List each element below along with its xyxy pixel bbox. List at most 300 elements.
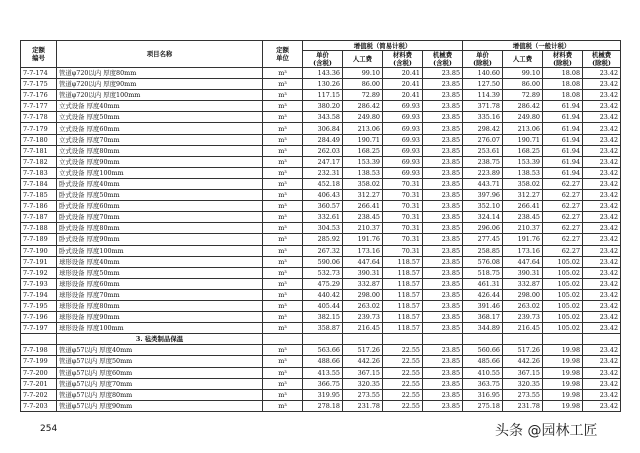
cell-simple-price: 360.57 [303, 201, 343, 212]
cell-simple-material: 20.41 [383, 90, 423, 101]
cell-general-price: 238.75 [463, 156, 503, 167]
cell-name: 管道φ720以内 厚度100mm [57, 90, 263, 101]
cell-general-material: 105.02 [543, 312, 583, 323]
table-row [21, 112, 621, 123]
cell-code: 7-7-186 [21, 201, 57, 212]
cell-general-labor [503, 334, 543, 345]
cell-simple-machine: 23.85 [423, 167, 463, 178]
cell-unit: m³ [263, 123, 303, 134]
cell-unit: m³ [263, 68, 303, 79]
cell-general-machine: 23.42 [583, 278, 621, 289]
cell-simple-machine: 23.85 [423, 79, 463, 90]
cell-general-price: 276.07 [463, 134, 503, 145]
cell-simple-price: 406.43 [303, 190, 343, 201]
cell-simple-machine: 23.85 [423, 68, 463, 79]
cell-general-material: 105.02 [543, 289, 583, 300]
cell-unit [263, 334, 303, 345]
cell-general-material: 105.02 [543, 256, 583, 267]
table-row [21, 300, 621, 311]
cell-general-material: 105.02 [543, 278, 583, 289]
cell-unit: m³ [263, 212, 303, 223]
cell-general-machine: 23.42 [583, 289, 621, 300]
cell-simple-material: 70.31 [383, 178, 423, 189]
cell-general-material: 61.94 [543, 156, 583, 167]
cell-general-labor: 168.25 [503, 145, 543, 156]
cell-simple-machine: 23.85 [423, 156, 463, 167]
table-row [21, 79, 621, 90]
cell-simple-labor: 447.64 [343, 256, 383, 267]
cell-unit: m³ [263, 389, 303, 400]
cell-simple-price: 413.55 [303, 367, 343, 378]
cell-general-machine: 23.42 [583, 300, 621, 311]
cell-simple-material: 69.93 [383, 167, 423, 178]
cell-unit: m³ [263, 234, 303, 245]
cell-code: 7-7-175 [21, 79, 57, 90]
table-row [21, 145, 621, 156]
cell-name: 球形设备 厚度60mm [57, 278, 263, 289]
cell-unit: m³ [263, 145, 303, 156]
table-row [21, 256, 621, 267]
cell-general-labor: 238.45 [503, 212, 543, 223]
cell-code: 7-7-194 [21, 289, 57, 300]
cell-general-labor: 312.27 [503, 190, 543, 201]
cell-simple-machine: 23.85 [423, 101, 463, 112]
cell-general-price: 277.45 [463, 234, 503, 245]
cell-general-machine: 23.42 [583, 134, 621, 145]
cell-general-labor: 367.15 [503, 367, 543, 378]
cell-general-machine: 23.42 [583, 201, 621, 212]
cell-general-labor: 332.87 [503, 278, 543, 289]
cell-simple-labor: 249.80 [343, 112, 383, 123]
header-simple-material: 材料费 (含税) [383, 51, 423, 68]
cell-general-machine: 23.42 [583, 367, 621, 378]
cell-unit: m³ [263, 223, 303, 234]
cell-simple-labor: 312.27 [343, 190, 383, 201]
cell-general-price: 324.14 [463, 212, 503, 223]
cell-simple-labor: 238.45 [343, 212, 383, 223]
cell-simple-material: 22.55 [383, 345, 423, 356]
cell-general-material: 19.98 [543, 367, 583, 378]
table-row [21, 123, 621, 134]
cell-general-labor: 358.02 [503, 178, 543, 189]
cell-unit: m³ [263, 300, 303, 311]
section-row [21, 334, 621, 345]
cell-general-price: 371.78 [463, 101, 503, 112]
cell-code: 7-7-179 [21, 123, 57, 134]
cell-simple-material: 70.31 [383, 223, 423, 234]
cell-general-labor: 138.53 [503, 167, 543, 178]
cell-simple-material: 20.41 [383, 79, 423, 90]
cell-simple-machine: 23.85 [423, 267, 463, 278]
cell-simple-material: 70.31 [383, 201, 423, 212]
cell-name: 卧式设备 厚度100mm [57, 245, 263, 256]
cell-general-material: 62.27 [543, 178, 583, 189]
cell-name: 卧式设备 厚度60mm [57, 201, 263, 212]
cell-general-material: 105.02 [543, 267, 583, 278]
cell-simple-price: 278.18 [303, 400, 343, 411]
cell-name: 立式设备 厚度90mm [57, 156, 263, 167]
cell-simple-machine: 23.85 [423, 234, 463, 245]
cell-simple-price: 284.49 [303, 134, 343, 145]
cell-simple-material: 22.55 [383, 367, 423, 378]
cell-code: 7-7-178 [21, 112, 57, 123]
cell-general-machine: 23.42 [583, 79, 621, 90]
cell-simple-price: 488.66 [303, 356, 343, 367]
cell-code: 7-7-201 [21, 378, 57, 389]
cell-general-labor: 213.06 [503, 123, 543, 134]
cell-unit: m³ [263, 312, 303, 323]
cell-unit: m³ [263, 101, 303, 112]
cell-general-material: 61.94 [543, 145, 583, 156]
cell-general-labor: 447.64 [503, 256, 543, 267]
cell-simple-material: 118.57 [383, 278, 423, 289]
cell-general-price: 316.95 [463, 389, 503, 400]
table-row [21, 212, 621, 223]
cell-unit: m³ [263, 323, 303, 334]
cell-code: 7-7-195 [21, 300, 57, 311]
cell-general-machine: 23.42 [583, 323, 621, 334]
cell-general-material: 61.94 [543, 112, 583, 123]
cell-simple-machine: 23.85 [423, 323, 463, 334]
cell-simple-material: 69.93 [383, 145, 423, 156]
cell-code: 7-7-181 [21, 145, 57, 156]
cell-general-machine: 23.42 [583, 245, 621, 256]
cell-simple-price: 117.15 [303, 90, 343, 101]
cell-general-machine: 23.42 [583, 178, 621, 189]
cell-code: 7-7-184 [21, 178, 57, 189]
cell-unit: m³ [263, 190, 303, 201]
table-row [21, 378, 621, 389]
header-name: 项目名称 [57, 41, 263, 68]
cell-simple-material: 118.57 [383, 323, 423, 334]
cell-general-price: 368.17 [463, 312, 503, 323]
cell-general-material: 19.98 [543, 345, 583, 356]
cell-general-machine: 23.42 [583, 145, 621, 156]
cell-name: 立式设备 厚度80mm [57, 145, 263, 156]
cell-simple-machine: 23.85 [423, 389, 463, 400]
cell-code: 7-7-200 [21, 367, 57, 378]
cell-general-labor: 231.78 [503, 400, 543, 411]
cell-general-machine: 23.42 [583, 90, 621, 101]
cell-code: 7-7-197 [21, 323, 57, 334]
cell-simple-material: 118.57 [383, 267, 423, 278]
cell-name: 立式设备 厚度40mm [57, 101, 263, 112]
cell-general-labor: 190.71 [503, 134, 543, 145]
cell-unit: m³ [263, 267, 303, 278]
table-row [21, 156, 621, 167]
cell-simple-machine: 23.85 [423, 300, 463, 311]
cell-name: 管道φ57以内 厚度70mm [57, 378, 263, 389]
table-row [21, 389, 621, 400]
cell-general-price: 397.96 [463, 190, 503, 201]
cell-general-labor: 210.37 [503, 223, 543, 234]
cell-name: 管道φ57以内 厚度50mm [57, 356, 263, 367]
cell-general-price: 140.60 [463, 68, 503, 79]
cell-general-labor: 286.42 [503, 101, 543, 112]
cell-general-price: 223.89 [463, 167, 503, 178]
table-row [21, 323, 621, 334]
cell-code: 7-7-183 [21, 167, 57, 178]
cell-simple-machine: 23.85 [423, 278, 463, 289]
cell-unit: m³ [263, 156, 303, 167]
cell-name: 球形设备 厚度100mm [57, 323, 263, 334]
cell-simple-machine: 23.85 [423, 212, 463, 223]
cell-simple-material: 118.57 [383, 256, 423, 267]
cell-simple-machine [423, 334, 463, 345]
cell-general-machine: 23.42 [583, 234, 621, 245]
cell-simple-labor: 231.78 [343, 400, 383, 411]
cell-simple-price: 247.17 [303, 156, 343, 167]
cell-general-machine: 23.42 [583, 378, 621, 389]
cell-name: 管道φ57以内 厚度90mm [57, 400, 263, 411]
cell-unit: m³ [263, 400, 303, 411]
cell-general-material: 62.27 [543, 223, 583, 234]
cell-general-labor: 442.26 [503, 356, 543, 367]
cell-simple-price: 285.92 [303, 234, 343, 245]
cell-simple-machine: 23.85 [423, 134, 463, 145]
cell-simple-material: 69.93 [383, 112, 423, 123]
cell-unit: m³ [263, 167, 303, 178]
cell-simple-machine: 23.85 [423, 400, 463, 411]
cell-general-material: 18.08 [543, 68, 583, 79]
cell-general-machine: 23.42 [583, 267, 621, 278]
cell-simple-price: 304.53 [303, 223, 343, 234]
cell-name: 立式设备 厚度50mm [57, 112, 263, 123]
cell-unit: m³ [263, 90, 303, 101]
table-row [21, 234, 621, 245]
cell-name: 球形设备 厚度70mm [57, 289, 263, 300]
cell-general-material: 19.98 [543, 378, 583, 389]
header-unit: 定额 单位 [263, 41, 303, 68]
cell-general-labor: 72.89 [503, 90, 543, 101]
cell-unit: m³ [263, 245, 303, 256]
cell-general-machine: 23.42 [583, 356, 621, 367]
cell-code: 7-7-199 [21, 356, 57, 367]
cell-simple-material: 118.57 [383, 289, 423, 300]
cell-simple-price: 306.84 [303, 123, 343, 134]
cell-general-price: 461.31 [463, 278, 503, 289]
cell-simple-labor [343, 334, 383, 345]
cell-unit: m³ [263, 345, 303, 356]
cell-simple-price: 332.61 [303, 212, 343, 223]
cell-simple-price: 590.06 [303, 256, 343, 267]
header-simple-labor: 人工费 [343, 51, 383, 68]
cell-simple-labor: 273.55 [343, 389, 383, 400]
cell-general-machine: 23.42 [583, 345, 621, 356]
cell-name: 管道φ720以内 厚度80mm [57, 68, 263, 79]
cell-simple-material: 69.93 [383, 156, 423, 167]
cell-general-material [543, 334, 583, 345]
cell-simple-machine: 23.85 [423, 90, 463, 101]
cell-unit: m³ [263, 201, 303, 212]
cell-simple-material: 70.31 [383, 212, 423, 223]
cell-simple-labor: 72.89 [343, 90, 383, 101]
cell-simple-material: 69.93 [383, 123, 423, 134]
cell-general-material: 61.94 [543, 134, 583, 145]
cell-general-material: 61.94 [543, 123, 583, 134]
cell-name: 立式设备 厚度60mm [57, 123, 263, 134]
cell-code: 7-7-174 [21, 68, 57, 79]
cell-code: 7-7-198 [21, 345, 57, 356]
cell-general-price: 127.50 [463, 79, 503, 90]
cell-simple-material: 22.55 [383, 400, 423, 411]
cell-name: 卧式设备 厚度90mm [57, 234, 263, 245]
cell-general-labor: 273.55 [503, 389, 543, 400]
cell-general-material: 18.08 [543, 79, 583, 90]
cell-general-price: 443.71 [463, 178, 503, 189]
cell-simple-machine: 23.85 [423, 367, 463, 378]
cell-general-labor: 517.26 [503, 345, 543, 356]
cell-code: 7-7-188 [21, 223, 57, 234]
cell-simple-price: 366.75 [303, 378, 343, 389]
cell-general-price [463, 334, 503, 345]
cell-name: 管道φ57以内 厚度60mm [57, 367, 263, 378]
cell-simple-labor: 517.26 [343, 345, 383, 356]
cell-general-price: 298.42 [463, 123, 503, 134]
cell-simple-machine: 23.85 [423, 190, 463, 201]
cell-general-machine: 23.42 [583, 256, 621, 267]
cell-general-machine: 23.42 [583, 400, 621, 411]
table-row [21, 345, 621, 356]
table-body [21, 68, 621, 412]
header-simple-machine: 机械费 (含税) [423, 51, 463, 68]
cell-simple-labor: 213.06 [343, 123, 383, 134]
cell-code: 7-7-196 [21, 312, 57, 323]
cell-general-material: 19.98 [543, 400, 583, 411]
cell-general-price: 114.39 [463, 90, 503, 101]
cell-general-material: 62.27 [543, 201, 583, 212]
cell-code: 7-7-202 [21, 389, 57, 400]
header-group-general-tax: 增值税（一般计税） [463, 41, 621, 51]
cell-simple-price: 452.18 [303, 178, 343, 189]
cell-simple-machine: 23.85 [423, 201, 463, 212]
cell-general-material: 19.98 [543, 356, 583, 367]
table-row [21, 68, 621, 79]
cell-simple-machine: 23.85 [423, 356, 463, 367]
cell-name: 管道φ57以内 厚度80mm [57, 389, 263, 400]
cell-simple-machine: 23.85 [423, 256, 463, 267]
cell-code: 7-7-192 [21, 267, 57, 278]
cell-simple-labor: 173.16 [343, 245, 383, 256]
cell-general-machine: 23.42 [583, 112, 621, 123]
cell-general-material: 105.02 [543, 300, 583, 311]
cell-general-material: 61.94 [543, 101, 583, 112]
cell-simple-material: 118.57 [383, 312, 423, 323]
header-code: 定额 编号 [21, 41, 57, 68]
cell-code: 7-7-191 [21, 256, 57, 267]
cell-simple-price: 380.20 [303, 101, 343, 112]
cell-unit: m³ [263, 378, 303, 389]
cell-simple-labor: 298.00 [343, 289, 383, 300]
cell-general-machine: 23.42 [583, 389, 621, 400]
cell-general-labor: 216.45 [503, 323, 543, 334]
cell-simple-labor: 153.39 [343, 156, 383, 167]
cell-general-price: 363.75 [463, 378, 503, 389]
cell-simple-labor: 216.45 [343, 323, 383, 334]
cell-simple-machine: 23.85 [423, 178, 463, 189]
cell-simple-labor: 320.35 [343, 378, 383, 389]
cell-general-machine: 23.42 [583, 167, 621, 178]
cell-simple-labor: 86.00 [343, 79, 383, 90]
cell-simple-price: 262.03 [303, 145, 343, 156]
cell-simple-machine: 23.85 [423, 223, 463, 234]
table-header [21, 41, 621, 68]
cell-simple-price: 563.66 [303, 345, 343, 356]
cell-general-price: 253.61 [463, 145, 503, 156]
cell-general-material: 62.27 [543, 234, 583, 245]
cell-general-machine: 23.42 [583, 156, 621, 167]
cell-unit: m³ [263, 134, 303, 145]
cell-code: 7-7-193 [21, 278, 57, 289]
cell-unit: m³ [263, 256, 303, 267]
cell-simple-labor: 190.71 [343, 134, 383, 145]
table-row [21, 134, 621, 145]
cell-simple-machine: 23.85 [423, 289, 463, 300]
cell-code: 7-7-189 [21, 234, 57, 245]
cell-simple-price: 440.42 [303, 289, 343, 300]
cell-simple-material: 70.31 [383, 190, 423, 201]
cell-general-machine: 23.42 [583, 101, 621, 112]
cell-simple-machine: 23.85 [423, 112, 463, 123]
cell-general-labor: 99.10 [503, 68, 543, 79]
cell-general-labor: 298.00 [503, 289, 543, 300]
cell-general-machine: 23.42 [583, 123, 621, 134]
table-row [21, 90, 621, 101]
table-row [21, 289, 621, 300]
cell-general-material: 18.08 [543, 90, 583, 101]
cell-general-price: 258.85 [463, 245, 503, 256]
cell-simple-price: 267.32 [303, 245, 343, 256]
cell-name: 球形设备 厚度90mm [57, 312, 263, 323]
cell-code: 7-7-176 [21, 90, 57, 101]
cell-name: 卧式设备 厚度70mm [57, 212, 263, 223]
cell-simple-price: 232.31 [303, 167, 343, 178]
cell-code [21, 334, 57, 345]
cell-name: 卧式设备 厚度80mm [57, 223, 263, 234]
cell-unit: m³ [263, 112, 303, 123]
cell-simple-price: 319.95 [303, 389, 343, 400]
table-row [21, 245, 621, 256]
cell-name: 立式设备 厚度100mm [57, 167, 263, 178]
watermark-text: 头条 @园林工匠 [495, 423, 598, 439]
cell-unit: m³ [263, 289, 303, 300]
cell-general-price: 485.66 [463, 356, 503, 367]
cell-name: 球形设备 厚度40mm [57, 256, 263, 267]
cell-simple-material: 69.93 [383, 134, 423, 145]
cell-simple-price: 358.87 [303, 323, 343, 334]
table-row [21, 178, 621, 189]
header-general-machine: 机械费 (除税) [583, 51, 621, 68]
cell-general-labor: 263.02 [503, 300, 543, 311]
cell-general-labor: 320.35 [503, 378, 543, 389]
table-row [21, 400, 621, 411]
cell-general-material: 105.02 [543, 323, 583, 334]
cell-simple-price: 382.15 [303, 312, 343, 323]
cell-simple-material: 22.55 [383, 356, 423, 367]
table-row [21, 278, 621, 289]
cell-general-price: 560.66 [463, 345, 503, 356]
cell-simple-labor: 390.31 [343, 267, 383, 278]
cell-simple-material: 118.57 [383, 300, 423, 311]
cell-unit: m³ [263, 79, 303, 90]
header-general-material: 材料费 (除税) [543, 51, 583, 68]
table-row [21, 267, 621, 278]
table-row [21, 201, 621, 212]
cell-general-labor: 239.73 [503, 312, 543, 323]
cell-simple-labor: 266.41 [343, 201, 383, 212]
cell-name: 立式设备 厚度70mm [57, 134, 263, 145]
cell-general-machine: 23.42 [583, 190, 621, 201]
